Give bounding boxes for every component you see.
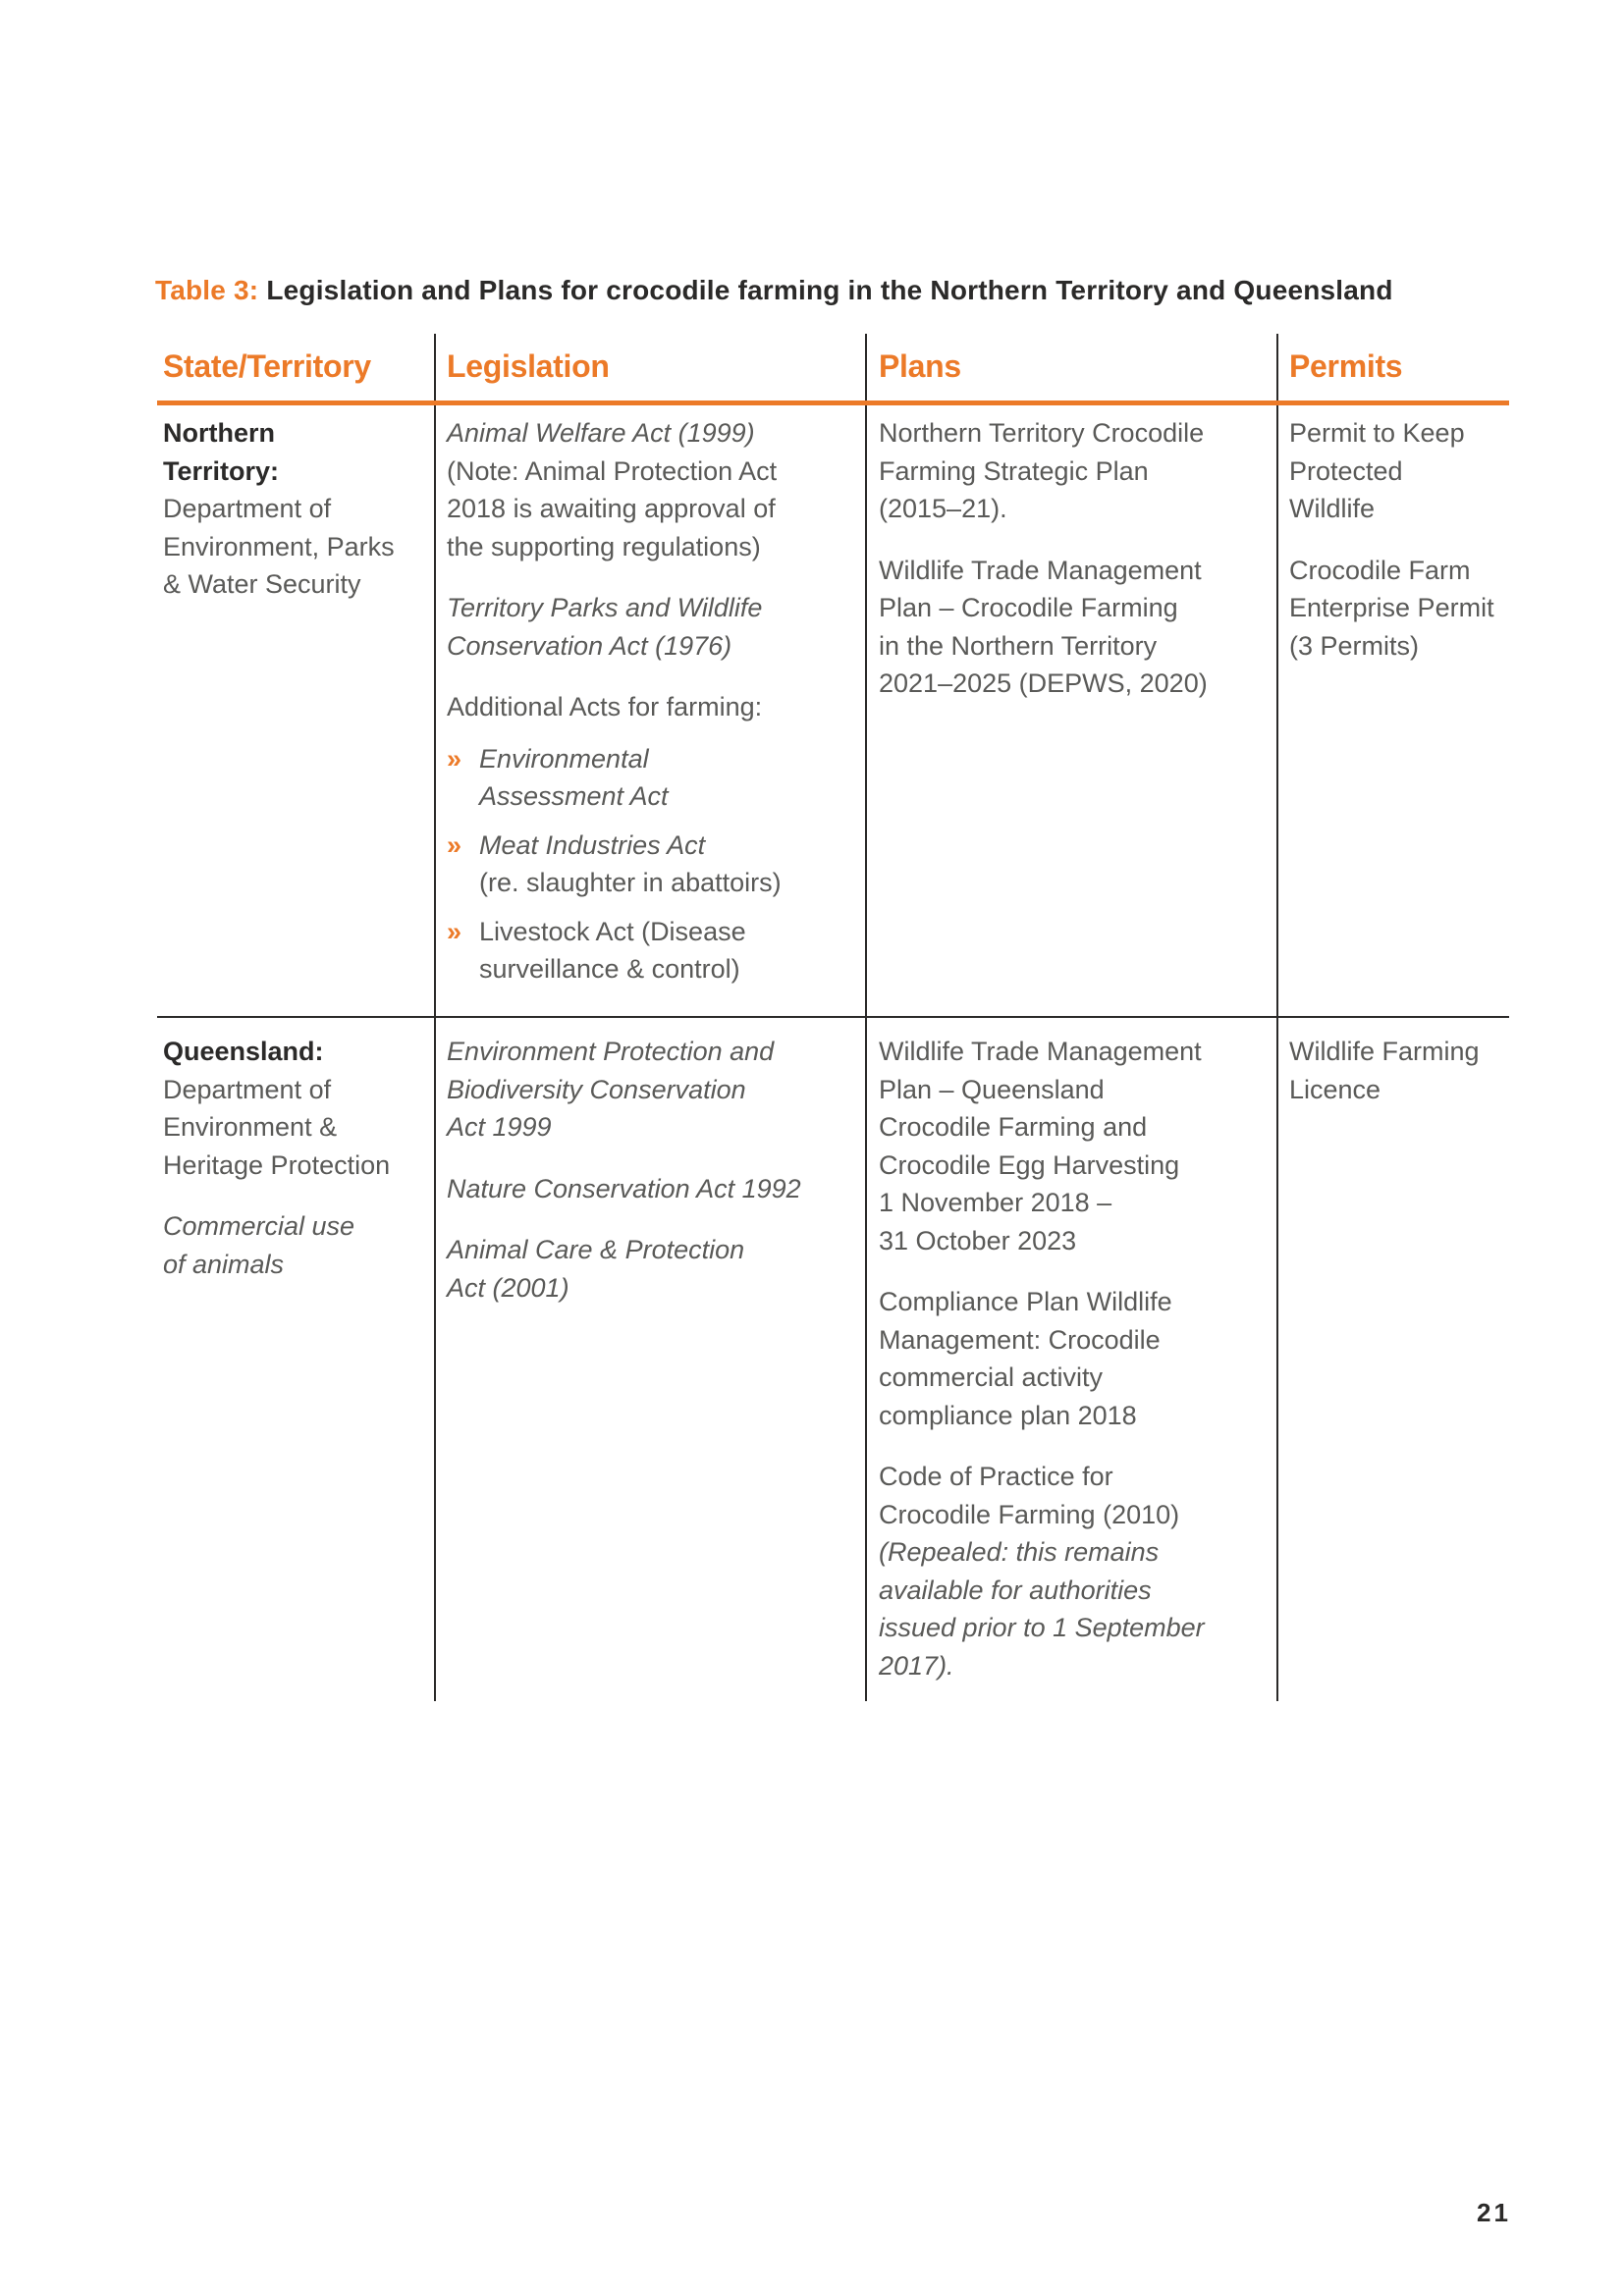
text-line: Territory Parks and Wildlife	[447, 593, 763, 622]
paragraph	[1289, 414, 1507, 528]
paragraph	[163, 414, 430, 604]
text-line: Crocodile Farming (2010)	[879, 1499, 1180, 1529]
text-line: Licence	[1289, 1074, 1381, 1104]
cell-qld-permits	[1289, 1033, 1507, 1108]
text-line: Plan – Queensland	[879, 1074, 1105, 1104]
text-line: 2018 is awaiting approval of	[447, 494, 776, 523]
text-line: Animal Welfare Act (1999)	[447, 418, 755, 448]
paragraph	[879, 414, 1272, 528]
cell-nt-plans	[879, 414, 1272, 703]
cell-qld-plans	[879, 1033, 1272, 1684]
bullet-text	[479, 827, 782, 902]
text-line: Farming Strategic Plan	[879, 455, 1149, 486]
text-line: in the Northern Territory	[879, 630, 1158, 661]
text-line: Livestock Act (Disease	[479, 916, 746, 946]
paragraph	[447, 1231, 861, 1307]
paragraph	[447, 589, 861, 665]
table-caption	[155, 275, 1393, 306]
text-line: (Repealed: this remains	[879, 1537, 1160, 1567]
text-line: the supporting regulations)	[447, 531, 761, 561]
text-line: Biodiversity Conservation	[447, 1074, 746, 1104]
text-line: Department of	[163, 494, 332, 523]
text-line: Animal Care & Protection	[447, 1235, 745, 1264]
double-chevron-bullet-icon: »	[447, 916, 462, 946]
text-line: commercial activity	[879, 1362, 1104, 1392]
text-line: Code of Practice for	[879, 1462, 1113, 1491]
text-line: Protected	[1289, 455, 1403, 486]
double-chevron-bullet-icon: »	[447, 829, 462, 860]
text-line: Commercial use	[163, 1211, 355, 1241]
paragraph	[879, 1458, 1272, 1684]
paragraph	[879, 1033, 1272, 1259]
text-line: Crocodile Farm	[1289, 555, 1471, 585]
text-line: Wildlife	[1289, 494, 1376, 523]
text-line: Northern Territory Crocodile	[879, 418, 1205, 448]
table-caption-label: Table 3:	[155, 275, 259, 305]
text-line: surveillance & control)	[479, 954, 740, 984]
text-line: Northern	[163, 418, 275, 448]
text-line: of animals	[163, 1249, 285, 1279]
paragraph	[879, 552, 1272, 703]
paragraph	[447, 688, 861, 726]
text-line: Queensland:	[163, 1037, 324, 1066]
text-line: Enterprise Permit	[1289, 593, 1494, 622]
text-line: Plan – Crocodile Farming	[879, 593, 1178, 622]
text-line: Territory:	[163, 455, 280, 486]
text-line: Act (2001)	[447, 1272, 569, 1303]
text-line: Wildlife Trade Management	[879, 555, 1202, 585]
page-number: 21	[1477, 2198, 1511, 2227]
column-header-legislation: Legislation	[447, 348, 610, 384]
paragraph	[1289, 1033, 1507, 1108]
column-header-permits: Permits	[1289, 348, 1403, 384]
paragraph	[879, 1283, 1272, 1434]
text-line: (Note: Animal Protection Act	[447, 455, 778, 486]
text-line: Heritage Protection	[163, 1149, 391, 1180]
text-line: 2021–2025 (DEPWS, 2020)	[879, 668, 1208, 698]
text-line: available for authorities	[879, 1575, 1152, 1605]
double-chevron-bullet-icon: »	[447, 743, 462, 774]
text-line: Environment, Parks	[163, 531, 395, 561]
text-line: Department of	[163, 1074, 332, 1104]
paragraph	[447, 1170, 861, 1208]
text-line: Management: Crocodile	[879, 1324, 1161, 1355]
text-line: issued prior to 1 September	[879, 1613, 1205, 1642]
paragraph	[447, 1033, 861, 1147]
cell-nt-permits	[1289, 414, 1507, 665]
paragraph	[447, 414, 861, 565]
text-line: Crocodile Egg Harvesting	[879, 1149, 1180, 1180]
text-line: Environment Protection and	[447, 1037, 775, 1066]
row-divider	[157, 1016, 1509, 1018]
text-line: Environmental	[479, 743, 649, 774]
cell-qld-state	[163, 1033, 430, 1283]
text-line: (2015–21).	[879, 494, 1007, 523]
column-header-plans: Plans	[879, 348, 961, 384]
text-line: Meat Industries Act	[479, 829, 706, 860]
text-line: Wildlife Trade Management	[879, 1037, 1202, 1066]
bullet-text	[479, 913, 746, 988]
paragraph	[1289, 552, 1507, 666]
text-line: Conservation Act (1976)	[447, 630, 732, 661]
text-line: Environment &	[163, 1112, 338, 1142]
text-line: & Water Security	[163, 569, 361, 599]
bullet-text	[479, 740, 669, 816]
text-line: (3 Permits)	[1289, 630, 1420, 661]
bullet-item	[447, 913, 861, 988]
text-line: Crocodile Farming and	[879, 1112, 1148, 1142]
text-line: compliance plan 2018	[879, 1400, 1137, 1430]
text-line: 1 November 2018 –	[879, 1188, 1112, 1217]
text-line: 2017).	[879, 1650, 954, 1681]
cell-nt-state	[163, 414, 430, 604]
table-caption-text: Legislation and Plans for crocodile farming in the Northern Territory and Queensland	[266, 275, 1393, 305]
text-line: Act 1999	[447, 1112, 552, 1142]
text-line: Wildlife Farming	[1289, 1037, 1480, 1066]
bullet-item	[447, 827, 861, 902]
column-header-state-territory: State/Territory	[163, 348, 371, 384]
text-line: (re. slaughter in abattoirs)	[479, 868, 782, 897]
cell-qld-legislation	[447, 1033, 861, 1307]
text-line: Permit to Keep	[1289, 418, 1465, 448]
cell-nt-legislation	[447, 414, 861, 999]
text-line: Assessment Act	[479, 781, 669, 811]
text-line: Compliance Plan Wildlife	[879, 1287, 1172, 1316]
header-rule	[157, 400, 1509, 405]
text-line: Nature Conservation Act 1992	[447, 1173, 801, 1203]
paragraph	[163, 1207, 430, 1283]
text-line: Additional Acts for farming:	[447, 692, 763, 721]
bullet-item	[447, 740, 861, 816]
text-line: 31 October 2023	[879, 1225, 1077, 1255]
paragraph	[163, 1033, 430, 1184]
